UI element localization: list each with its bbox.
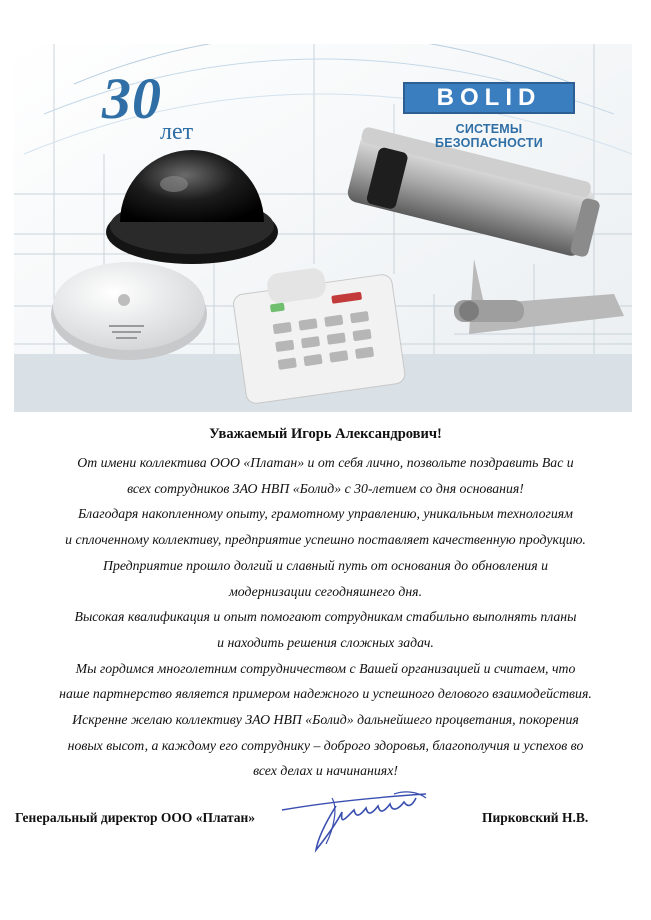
- letter-line: наше партнерство является примером надежного и успешного делового взаимодействия.: [59, 686, 592, 702]
- letter-line: всех сотрудников ЗАО НВП «Болид» с 30-летием со дня основания!: [127, 480, 524, 496]
- signatory-name: Пирковский Н.В.: [482, 810, 589, 825]
- letter-line: и сплоченному коллективу, предприятие успешно поставляет качественную продукцию.: [65, 532, 586, 548]
- signatory-title: Генеральный директор ООО «Платан»: [15, 810, 256, 825]
- letter-line: Благодаря накопленному опыту, грамотному управлению, уникальным технологиям: [78, 506, 573, 522]
- letter-line: Искренне желаю коллективу ЗАО НВП «Болид» дальнейшего процветания, покорения: [72, 712, 579, 728]
- letter-line: всех делах и начинаниях!: [253, 763, 398, 779]
- logo-text: BOLID: [436, 84, 542, 111]
- salutation: Уважаемый Игорь Александрович!: [209, 426, 442, 442]
- bolid-logo: [403, 82, 575, 114]
- anniversary-unit: лет: [160, 119, 194, 145]
- letter-line: модернизации сегодняшнего дня.: [228, 583, 423, 599]
- letter-line: Мы гордимся многолетним сотрудничеством с Вашей организацией и считаем, что: [75, 660, 576, 676]
- letter-line: новых высот, а каждому его сотруднику – доброго здоровья, благополучия и успехов во: [67, 737, 584, 753]
- letter-line: и находить решения сложных задач.: [217, 634, 434, 650]
- letter-line: Предприятие прошло долгий и славный путь от основания до обновления и: [103, 557, 548, 573]
- letter-line: От имени коллектива ООО «Платан» и от себя лично, позвольте поздравить Вас и: [77, 455, 574, 470]
- letter-body: [20, 424, 631, 784]
- letter-line: Высокая квалификация и опыт помогают сотрудникам стабильно выполнять планы: [74, 609, 577, 625]
- logo-subtitle: СИСТЕМЫ БЕЗОПАСНОСТИ: [435, 122, 543, 150]
- anniversary-number: 30: [102, 66, 162, 131]
- signature-block: [0, 806, 651, 866]
- handwritten-signature: [276, 788, 436, 858]
